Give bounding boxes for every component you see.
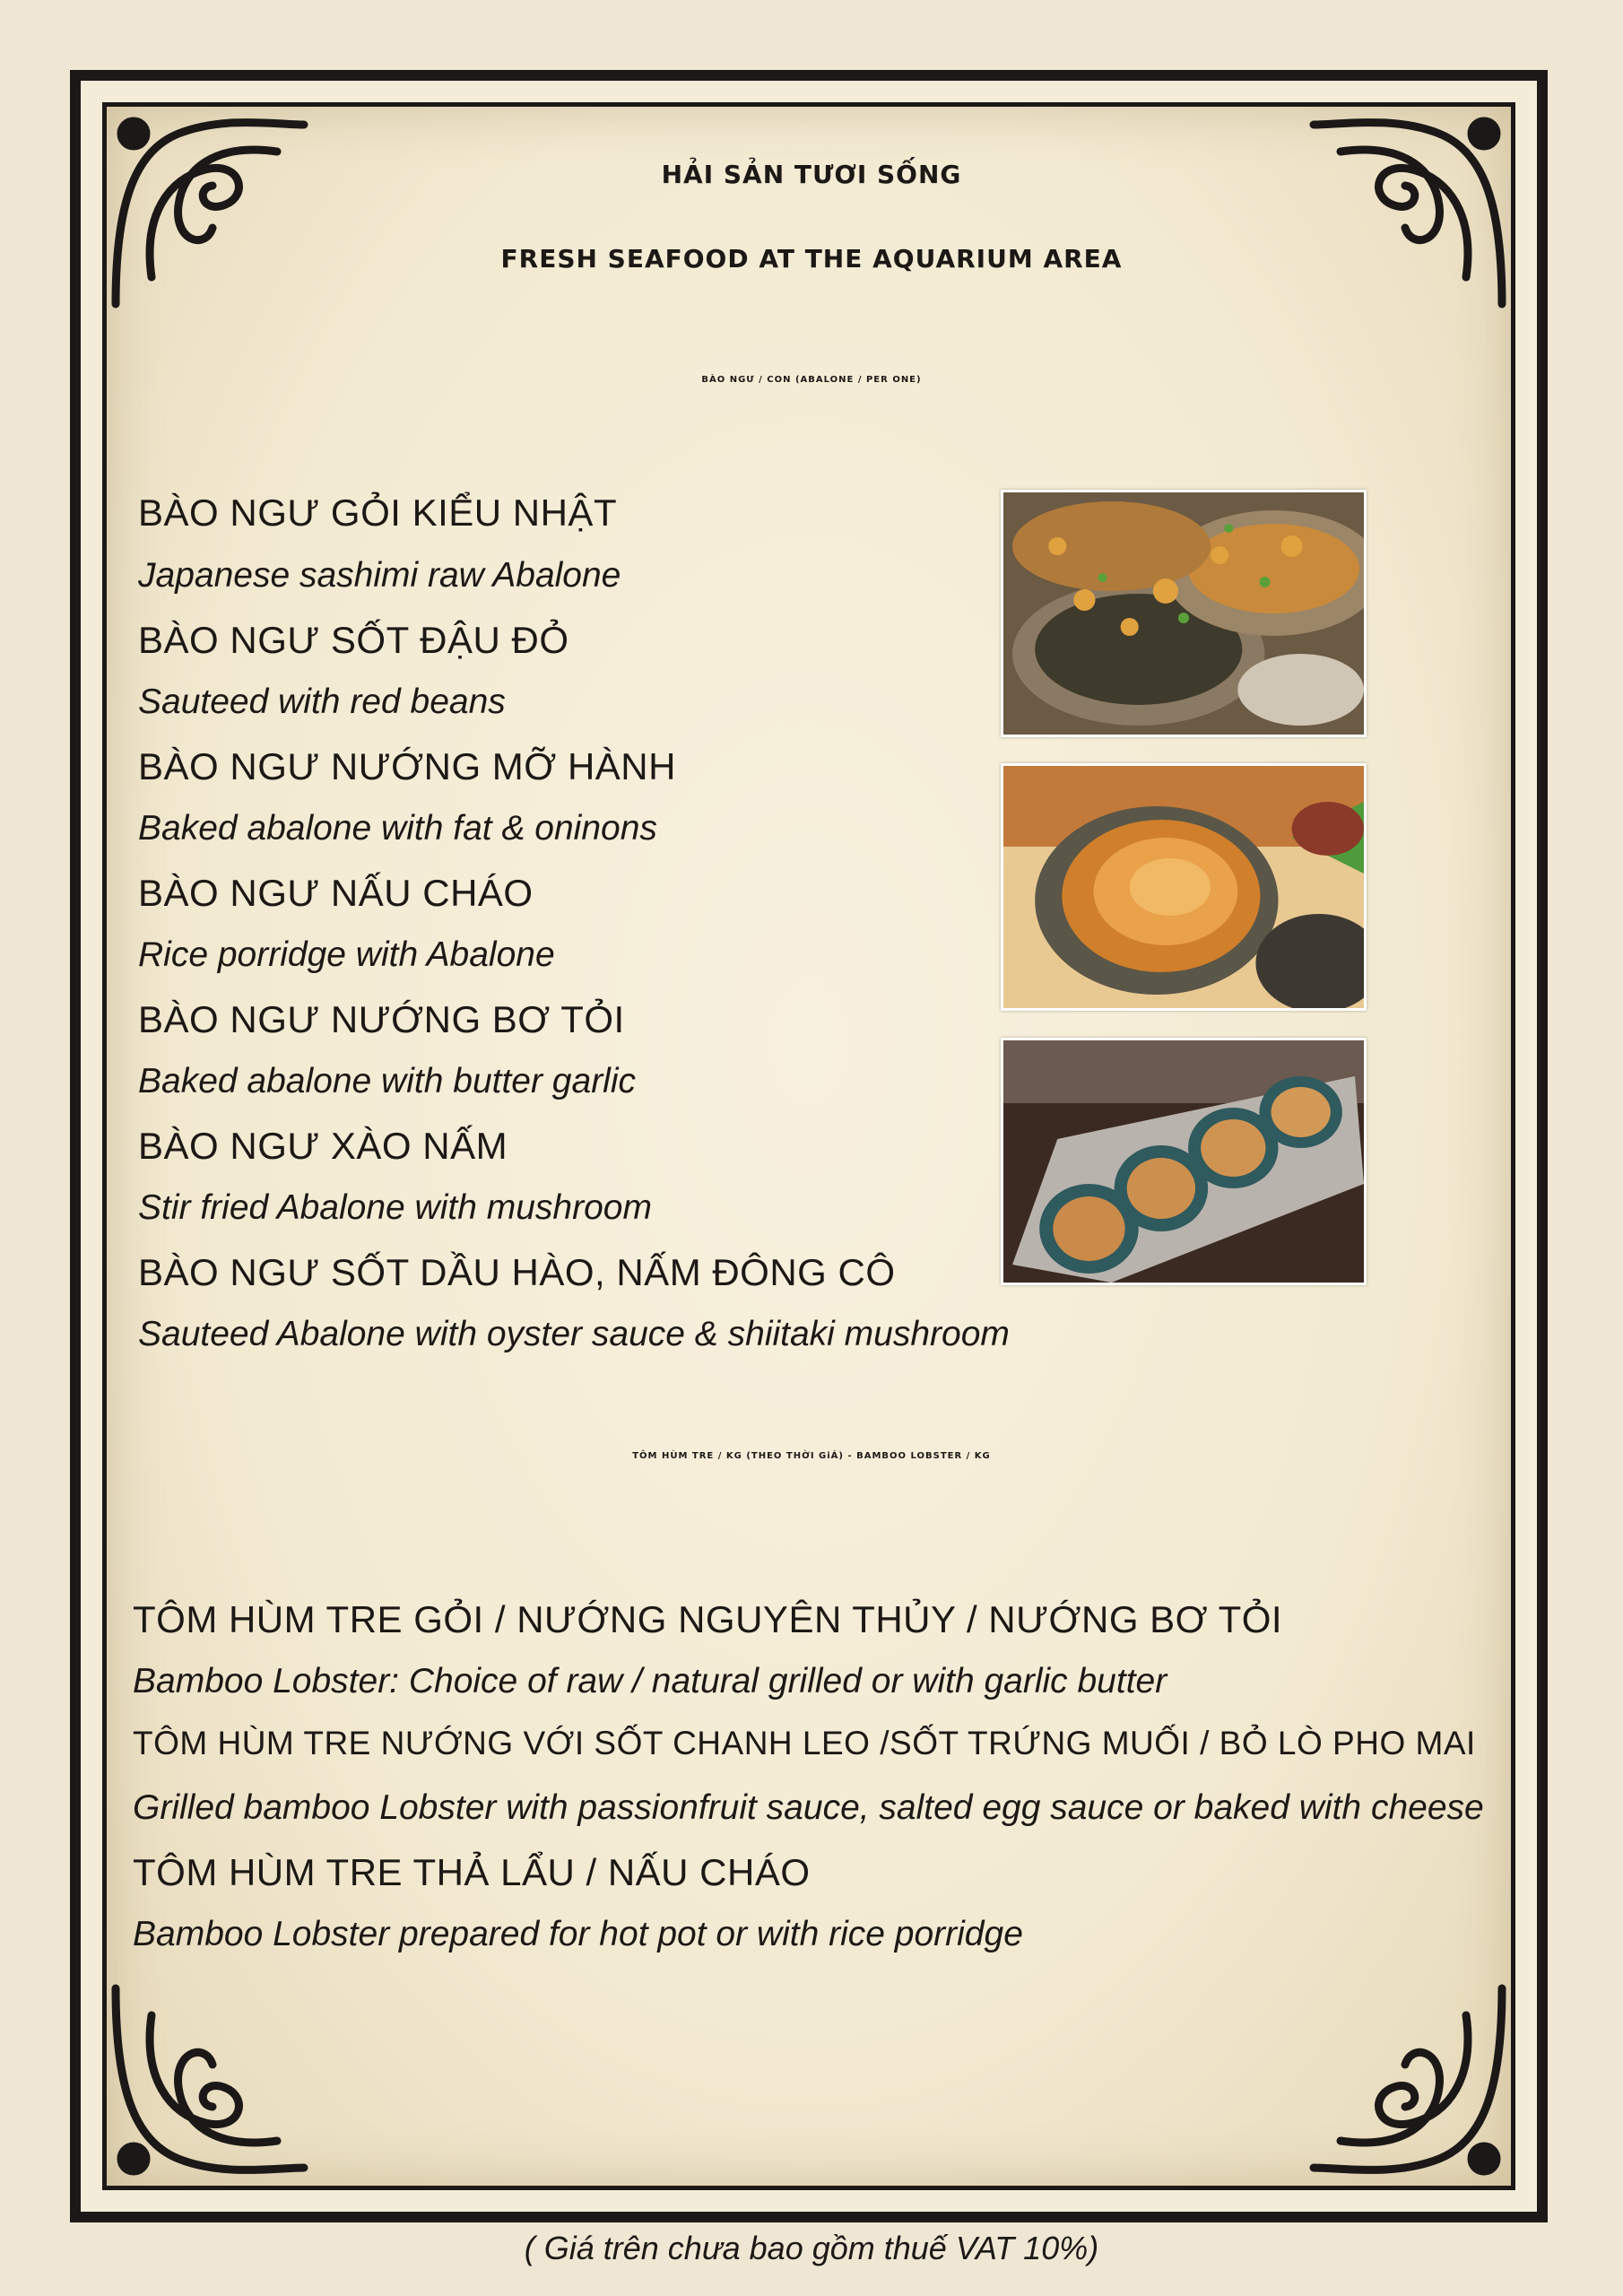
corner-ornament-bottom-right	[1296, 1970, 1520, 2195]
abalone-item-name: BÀO NGƯ NƯỚNG MỠ HÀNH	[138, 745, 676, 787]
abalone-item-name: BÀO NGƯ SỐT DẦU HÀO, NẤM ĐÔNG CÔ	[138, 1251, 896, 1293]
abalone-item-desc: Sauteed Abalone with oyster sauce & shiitaki mushroom	[138, 1315, 1010, 1353]
lobster-item-desc: Grilled bamboo Lobster with passionfruit sauce, salted egg sauce or baked with cheese	[133, 1788, 1484, 1827]
lobster-item-name: TÔM HÙM TRE THẢ LẨU / NẤU CHÁO	[133, 1851, 811, 1893]
lobster-section-heading: TÔM HÙM TRE / KG (THEO THỜI GiÁ) - BAMBOO LOBSTER / KG	[632, 1451, 991, 1461]
abalone-item-name: BÀO NGƯ GỎI KIỂU NHẬT	[138, 491, 618, 534]
lobster-item-desc: Bamboo Lobster prepared for hot pot or with rice porridge	[133, 1915, 1023, 1953]
vat-note: ( Giá trên chưa bao gồm thuế VAT 10%)	[524, 2230, 1099, 2266]
abalone-item-desc: Sauteed with red beans	[138, 683, 506, 721]
title-english: FRESH SEAFOOD AT THE AQUARIUM AREA	[500, 244, 1123, 274]
abalone-item-name: BÀO NGƯ NẤU CHÁO	[138, 872, 534, 914]
lobster-item-name: TÔM HÙM TRE NƯỚNG VỚI SỐT CHANH LEO /SỐT TRỨNG MUỐI / BỎ LÒ PHO MAI	[133, 1725, 1476, 1761]
abalone-photo-platter	[1001, 1038, 1367, 1285]
abalone-item-desc: Japanese sashimi raw Abalone	[138, 556, 621, 595]
abalone-item-name: BÀO NGƯ XÀO NẤM	[138, 1125, 508, 1167]
corner-ornament-top-left	[98, 98, 322, 322]
abalone-item-desc: Stir fried Abalone with mushroom	[138, 1188, 652, 1227]
lobster-item-desc: Bamboo Lobster: Choice of raw / natural grilled or with garlic butter	[133, 1662, 1167, 1700]
abalone-item-desc: Rice porridge with Abalone	[138, 935, 555, 974]
corner-ornament-top-right	[1296, 98, 1520, 322]
abalone-item-desc: Baked abalone with fat & oninons	[138, 809, 657, 848]
abalone-section-heading: BÀO NGƯ / CON (ABALONE / PER ONE)	[701, 375, 922, 385]
abalone-item-desc: Baked abalone with butter garlic	[138, 1062, 637, 1100]
corner-ornament-bottom-left	[98, 1970, 322, 2195]
abalone-item-name: BÀO NGƯ NƯỚNG BƠ TỎI	[138, 998, 625, 1040]
abalone-photo-grilled	[1001, 490, 1367, 737]
abalone-item-name: BÀO NGƯ SỐT ĐẬU ĐỎ	[138, 619, 569, 661]
abalone-photo-braised	[1001, 763, 1367, 1011]
title-vietnamese: HẢI SẢN TƯƠI SỐNG	[661, 160, 962, 189]
lobster-item-name: TÔM HÙM TRE GỎI / NƯỚNG NGUYÊN THỦY / NƯỚNG BƠ TỎI	[133, 1598, 1283, 1640]
